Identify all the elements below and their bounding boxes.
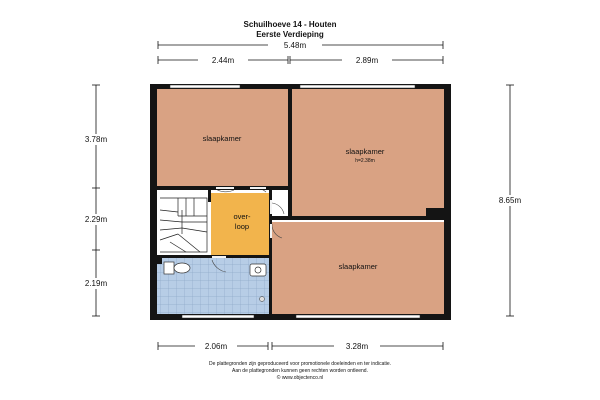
plan-title: Schuilhoeve 14 - Houten — [243, 20, 337, 29]
room-label-bedroom-top-left: slaapkamer — [202, 134, 242, 143]
room-height-bedroom-top-right: h=2.38m — [355, 158, 375, 164]
dimension-label-left-lower: 2.19m — [84, 279, 108, 288]
dimension-label-bottom-left: 2.06m — [204, 342, 228, 351]
room-label-landing-line2: loop — [234, 222, 250, 231]
dimension-label-bottom-right: 3.28m — [345, 342, 369, 351]
plan-subtitle: Eerste Verdieping — [256, 30, 324, 39]
dimension-label-top-total: 5.48m — [283, 41, 307, 50]
footer-copyright: © www.objectenco.nl — [276, 375, 324, 381]
room-label-bedroom-bottom-right: slaapkamer — [338, 262, 378, 271]
room-label-bedroom-top-right: slaapkamer — [345, 147, 385, 156]
dimension-label-left-upper: 3.78m — [84, 135, 108, 144]
dimension-label-right-total: 8.65m — [498, 196, 522, 205]
toilet-icon — [164, 262, 190, 274]
shower-drain-icon — [260, 297, 265, 302]
footer-disclaimer-line1: De plattegronden zijn geproduceerd voor promotionele doeleinden en ter indicatie. — [208, 361, 392, 367]
sink-icon — [250, 264, 266, 276]
dimension-label-top-right: 2.89m — [355, 56, 379, 65]
dimension-label-top-left: 2.44m — [211, 56, 235, 65]
footer-disclaimer-line2: Aan de plattegronden kunnen geen rechten worden ontleend. — [232, 368, 368, 374]
dimension-label-left-middle: 2.29m — [84, 215, 108, 224]
room-stairwell — [157, 193, 210, 255]
room-label-landing-line1: over- — [233, 212, 251, 221]
